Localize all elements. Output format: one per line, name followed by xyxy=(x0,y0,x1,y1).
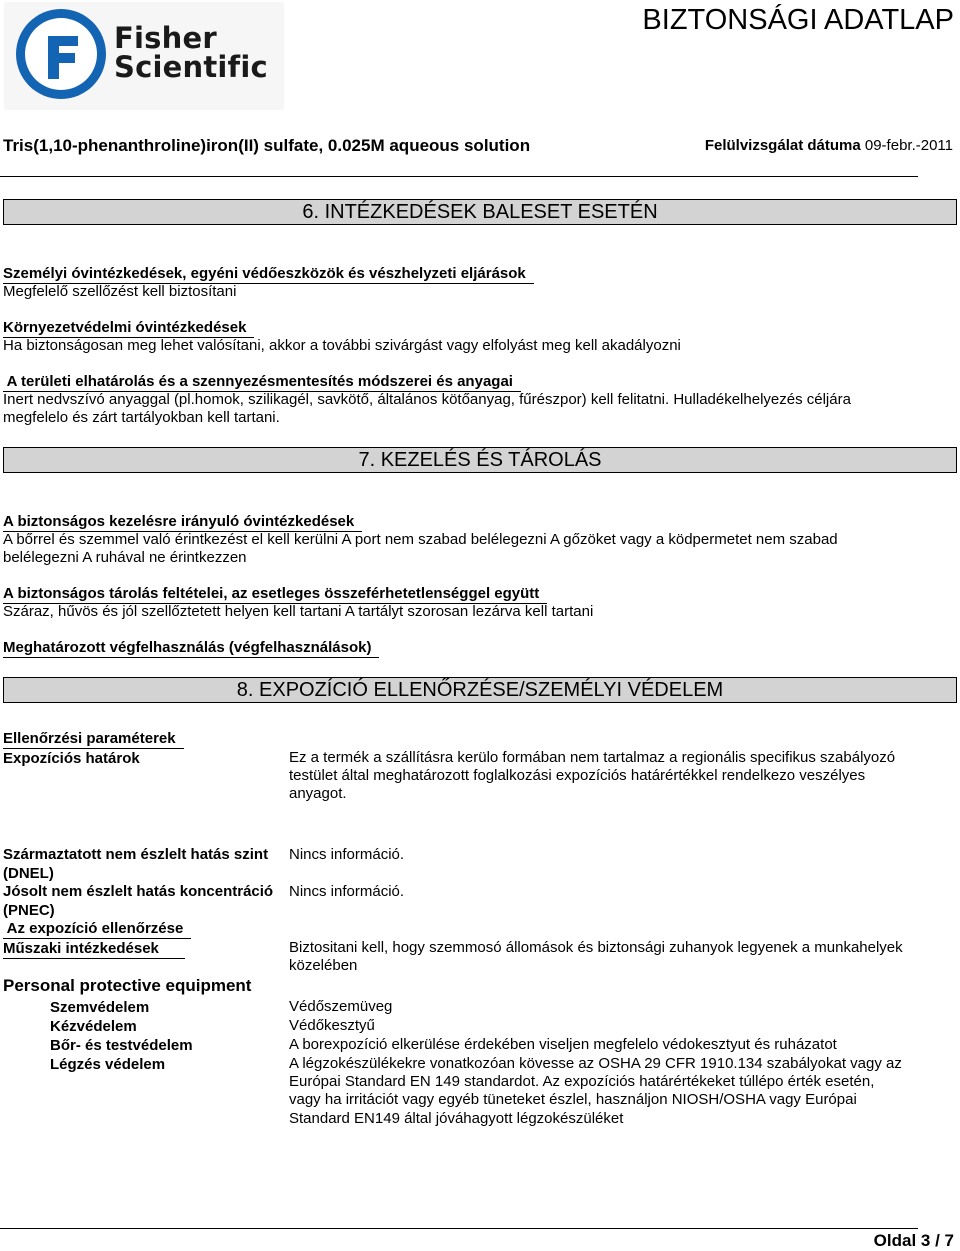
environmental-precautions-heading: Környezetvédelmi óvintézkedések xyxy=(3,319,254,338)
respiratory-protection-line-1: A légzokészülékekre vonatkozóan kövesse az OSHA 29 CFR 1910.134 szabályokat vagy az xyxy=(289,1055,902,1072)
exposure-controls-heading: Az expozíció ellenőrzése xyxy=(3,920,191,939)
hand-protection-value: Védőkesztyű xyxy=(289,1017,375,1034)
exposure-limits-label: Expozíciós határok xyxy=(3,750,140,767)
safe-storage-text: Száraz, hűvös és jól szellőztetett helyen kell tartani A tartályt szorosan lezárva kell tartani xyxy=(3,603,594,620)
engineering-measures-label: Műszaki intézkedések xyxy=(3,939,185,959)
header-divider xyxy=(0,176,918,177)
safe-handling-heading: A biztonságos kezelésre irányuló óvintézkedések xyxy=(3,513,362,532)
respiratory-protection-line-3: vagy ha irritációt vagy egyéb tüneteket észlel, használjon NIOSH/OSHA vagy Európai xyxy=(289,1091,857,1108)
personal-precautions-heading: Személyi óvintézkedések, egyéni védőeszközök és vészhelyzeti eljárások xyxy=(3,265,534,284)
pnec-label-line-1: Jósolt nem észlelt hatás koncentráció xyxy=(3,883,274,900)
revision-label: Felülvizsgálat dátuma xyxy=(704,137,861,154)
respiratory-protection-label: Légzés védelem xyxy=(50,1056,166,1073)
page-number xyxy=(874,1231,954,1251)
page-label: Oldal xyxy=(873,1231,917,1250)
revision-date xyxy=(705,136,953,156)
document-title: BIZTONSÁGI ADATLAP xyxy=(642,4,954,36)
environmental-precautions-text: Ha biztonságosan meg lehet valósítani, akkor a további szivárgást vagy elfolyást meg kell akadályozni xyxy=(3,337,681,354)
dnel-label-line-2: (DNEL) xyxy=(3,865,54,882)
section-8-title: 8. EXPOZÍCIÓ ELLENŐRZÉSE/SZEMÉLYI VÉDELEM xyxy=(3,677,957,703)
engineering-measures-text-line-2: közelében xyxy=(289,957,358,974)
eye-protection-value: Védőszemüveg xyxy=(289,998,393,1015)
product-name: Tris(1,10-phenanthroline)iron(II) sulfate, 0.025M aqueous solution xyxy=(3,136,531,155)
containment-text-line-1: Inert nedvszívó anyaggal (pl.homok, szilikagél, savkötő, általános kötőanyag, fűrészpor) kell felitatni. Hulladékelhelyezés céljára xyxy=(3,391,851,408)
dnel-value: Nincs információ. xyxy=(289,846,405,863)
exposure-limits-text-line-2: testület által meghatározott foglalkozási expozíciós határértékkel rendelkezo veszélyes xyxy=(289,767,866,784)
containment-heading: A területi elhatárolás és a szennyezésmentesítés módszerei és anyagai xyxy=(3,373,521,392)
ppe-heading: Personal protective equipment xyxy=(3,976,252,995)
skin-protection-value: A borexpozíció elkerülése érdekében viseljen megfelelo védokesztyut és ruházatot xyxy=(289,1036,837,1053)
pnec-value: Nincs információ. xyxy=(289,883,405,900)
eye-protection-label: Szemvédelem xyxy=(50,999,150,1016)
fisher-logo-icon xyxy=(4,2,114,110)
footer-divider xyxy=(0,1228,918,1229)
end-use-heading: Meghatározott végfelhasználás (végfelhasználások) xyxy=(3,639,379,658)
safe-storage-heading: A biztonságos tárolás feltételei, az esetleges összeférhetetlenséggel együtt xyxy=(3,585,547,604)
logo-wordmark xyxy=(114,21,268,84)
respiratory-protection-line-4: Standard EN149 által jóváhagyott légzokészüléket xyxy=(289,1110,624,1127)
personal-precautions-text: Megfelelő szellőzést kell biztosítani xyxy=(3,283,237,300)
pnec-label-line-2: (PNEC) xyxy=(3,902,55,919)
respiratory-protection-line-2: Európai Standard EN 149 standardot. Az expozíciós határértékeket túllépo érték esetén, xyxy=(289,1073,875,1090)
skin-protection-label: Bőr- és testvédelem xyxy=(50,1037,193,1054)
logo-word-fisher: Fisher xyxy=(114,21,217,55)
hand-protection-label: Kézvédelem xyxy=(50,1018,137,1035)
section-7-title: 7. KEZELÉS ÉS TÁROLÁS xyxy=(3,447,957,473)
safe-handling-text-line-2: belélegezni A ruhával ne érintkezzen xyxy=(3,549,247,566)
company-logo xyxy=(4,2,284,110)
control-parameters-heading: Ellenőrzési paraméterek xyxy=(3,730,184,749)
page-number-value: 3 / 7 xyxy=(920,1231,954,1250)
exposure-limits-text-line-3: anyagot. xyxy=(289,785,347,802)
safe-handling-text-line-1: A bőrrel és szemmel való érintkezést el kell kerülni A port nem szabad belélegezni A gőzöket vagy a ködpermetet nem szabad xyxy=(3,531,838,548)
dnel-label-line-1: Származtatott nem észlelt hatás szint xyxy=(3,846,269,863)
logo-word-scientific: Scientific xyxy=(114,50,268,84)
exposure-limits-text-line-1: Ez a termék a szállításra kerülo formában nem tartalmaz a regionális specifikus szabályozó xyxy=(289,749,896,766)
section-6-title: 6. INTÉZKEDÉSEK BALESET ESETÉN xyxy=(3,199,957,225)
engineering-measures-text-line-1: Biztositani kell, hogy szemmosó állomások és biztonsági zuhanyok legyenek a munkahelyek xyxy=(289,939,903,956)
revision-date-value: 09-febr.-2011 xyxy=(864,137,953,154)
containment-text-line-2: megfelelo és zárt tartályokban kell tartani. xyxy=(3,409,280,426)
